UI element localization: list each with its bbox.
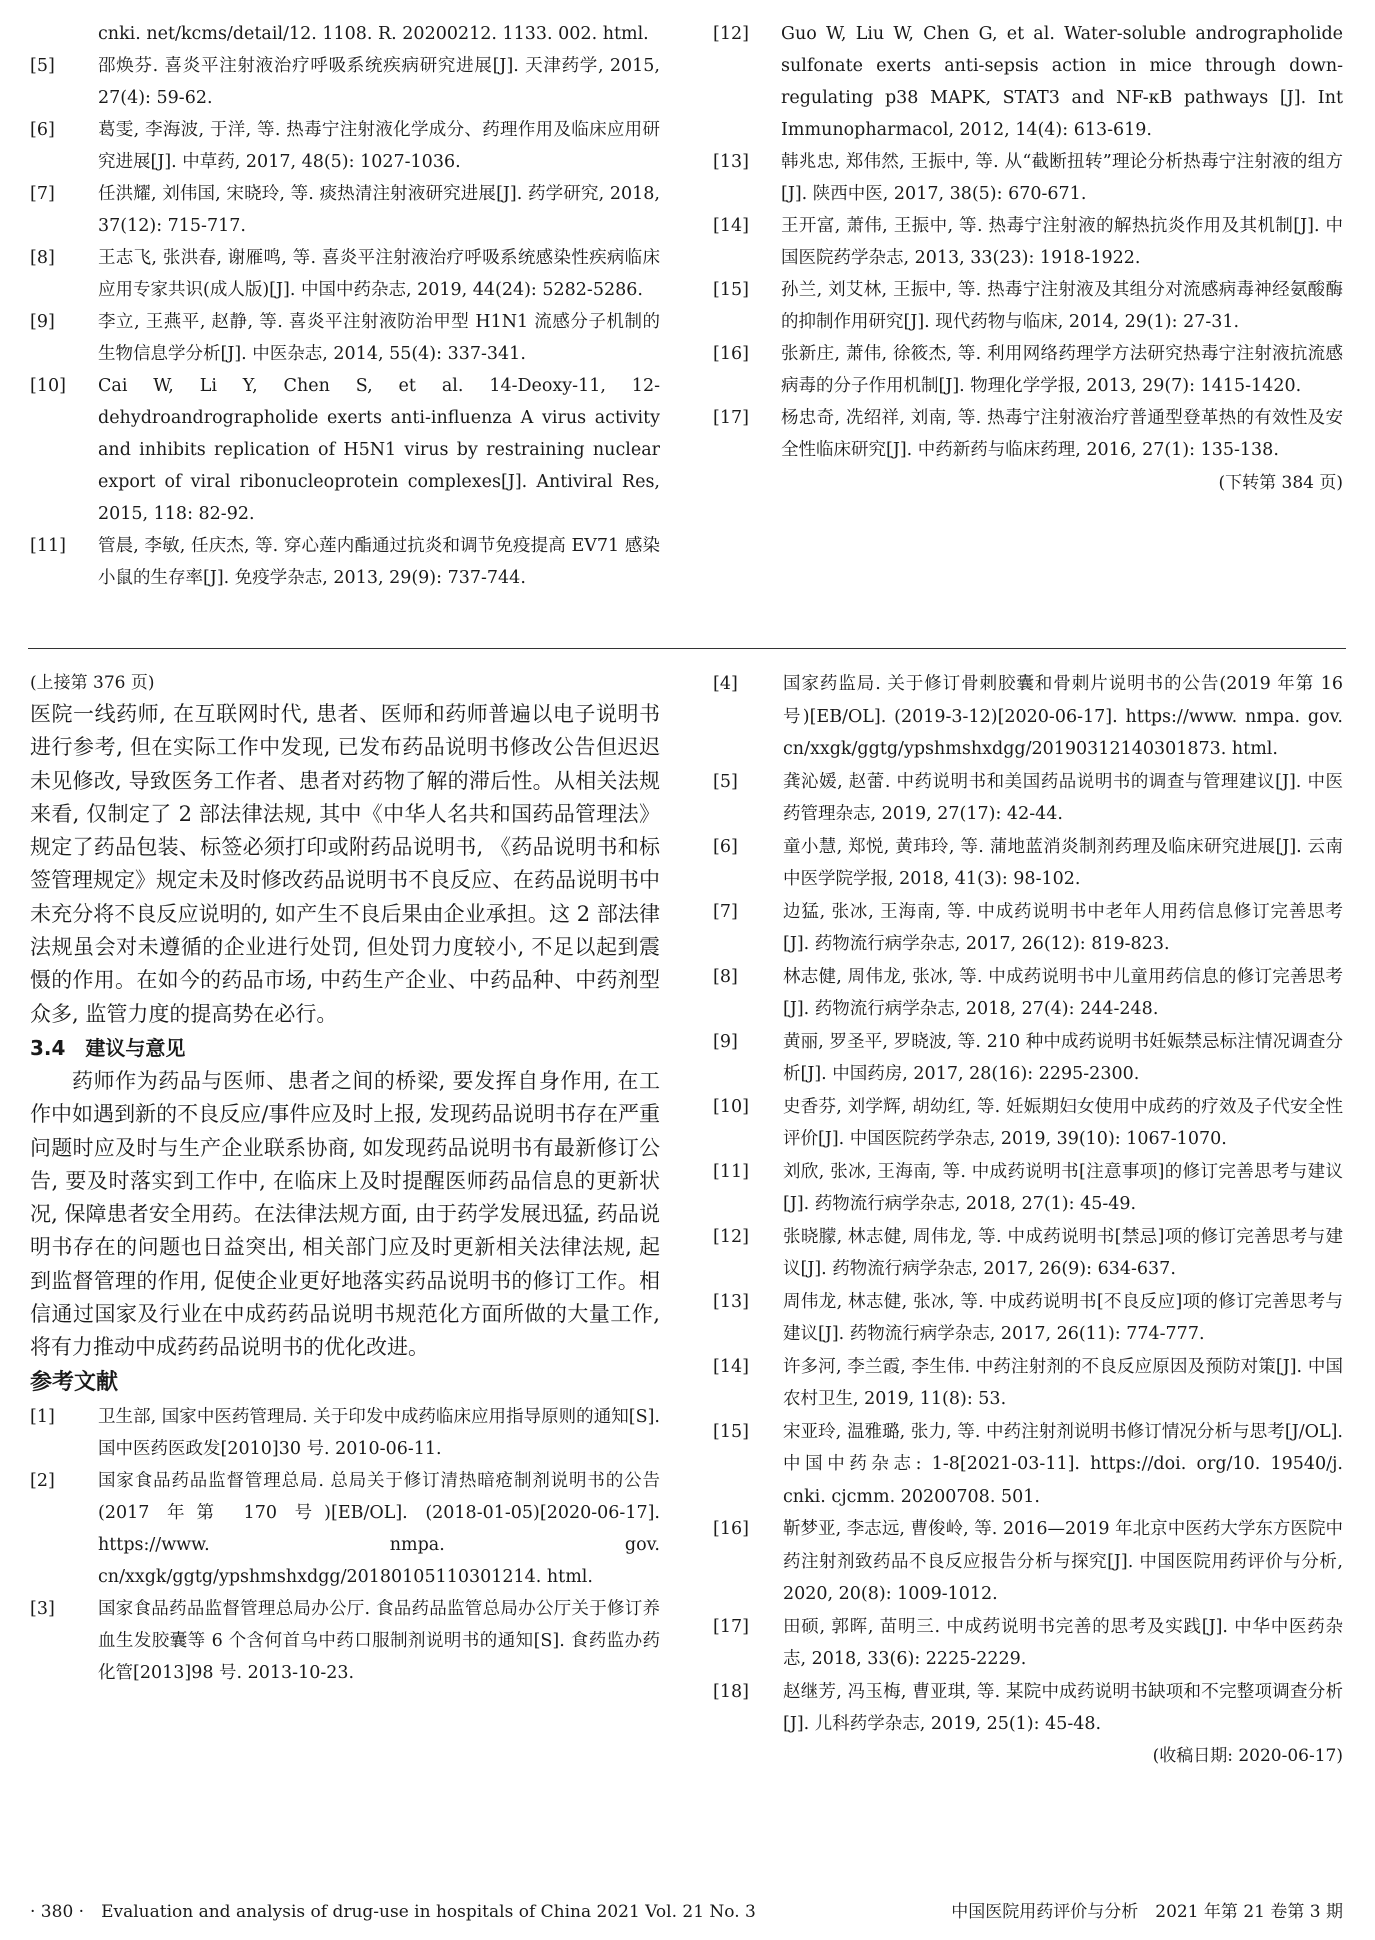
reference-item: [3] 国家食品药品监督管理总局办公厅. 食品药品监管总局办公厅关于修订养血生发胶囊等 6 个含何首乌中药口服制剂说明书的通知[S]. 食药监办药化管[2013]98 号. 2013-10-23. <box>30 1598 660 1683</box>
reference-item: [9] 黄丽, 罗圣平, 罗晓波, 等. 210 种中成药说明书妊娠禁忌标注情况调查分析[J]. 中国药房, 2017, 28(16): 2295-2300. <box>713 1031 1343 1084</box>
body-text <box>30 698 660 1031</box>
section-heading: 3.4 建议与意见 <box>30 1035 186 1060</box>
reference-item: [15] 孙兰, 刘艾林, 王振中, 等. 热毒宁注射液及其组分对流感病毒神经氨酸酶的抑制作用研究[J]. 现代药物与临床, 2014, 29(1): 27-31. <box>713 280 1343 332</box>
reference-item: [18] 赵继芳, 冯玉梅, 曹亚琪, 等. 某院中成药说明书缺项和不完整项调查分析[J]. 儿科药学杂志, 2019, 25(1): 45-48. <box>713 1681 1343 1734</box>
reference-item: [5] 邵焕芬. 喜炎平注射液治疗呼吸系统疾病研究进展[J]. 天津药学, 2015, 27(4): 59-62. <box>30 56 660 108</box>
footer-right: 中国医院用药评价与分析 2021 年第 21 卷第 3 期 <box>951 1902 1343 1922</box>
reference-item: [16] 张新庄, 萧伟, 徐筱杰, 等. 利用网络药理学方法研究热毒宁注射液抗流感病毒的分子作用机制[J]. 物理化学学报, 2013, 29(7): 1415-1420. <box>713 344 1343 396</box>
reference-item: [14] 王开富, 萧伟, 王振中, 等. 热毒宁注射液的解热抗炎作用及其机制[J]. 中国医院药学杂志, 2013, 33(23): 1918-1922. <box>713 216 1343 268</box>
continued-on-note: (下转第 384 页) <box>1218 473 1343 493</box>
references-heading: 参考文献 <box>30 1369 119 1395</box>
reference-item: [8] 王志飞, 张洪春, 谢雁鸣, 等. 喜炎平注射液治疗呼吸系统感染性疾病临床应用专家共识(成人版)[J]. 中国中药杂志, 2019, 44(24): 5282-5286. <box>30 248 660 300</box>
reference-item: cnki. net/kcms/detail/12. 1108. R. 20200212. 1133. 002. html. <box>98 24 649 44</box>
reference-item: [7] 边猛, 张冰, 王海南, 等. 中成药说明书中老年人用药信息修订完善思考[J]. 药物流行病学杂志, 2017, 26(12): 819-823. <box>713 901 1343 954</box>
bottom-left-reference-list <box>30 1401 660 1689</box>
section-divider <box>28 648 1346 649</box>
reference-item: [17] 杨忠奇, 冼绍祥, 刘南, 等. 热毒宁注射液治疗普通型登革热的有效性及安全性临床研究[J]. 中药新药与临床药理, 2016, 27(1): 135-138. <box>713 408 1343 460</box>
reference-item: [16] 靳梦亚, 李志远, 曹俊岭, 等. 2016—2019 年北京中医药大学东方医院中药注射剂致药品不良反应报告分析与探究[J]. 中国医院用药评价与分析, 2020, 20(8): 1009-1012. <box>713 1519 1343 1604</box>
reference-item: [11] 刘欣, 张冰, 王海南, 等. 中成药说明书[注意事项]的修订完善思考与建议[J]. 药物流行病学杂志, 2018, 27(1): 45-49. <box>713 1161 1343 1214</box>
bottom-right-reference-list <box>713 668 1343 1771</box>
top-left-reference-list <box>30 18 660 594</box>
body-paragraph: 药师作为药品与医师、患者之间的桥梁, 要发挥自身作用, 在工作中如遇到新的不良反应/事件应及时上报, 发现药品说明书存在严重问题时应及时与生产企业联系协商, 如发现药品说明书有最新修订公告, 要及时落实到工作中, 在临床上及时提醒医师药品信息的更新状况, 保障患者安全用药。在法律法规方面, 由于药学发展迅猛, 药品说明书存在的问题也日益突出, 相关部门应及时更新相关法律法规, 起到监督管理的作用, 促使企业更好地落实药品说明书的修订工作。相信通过国家及行业在中成药药品说明书规范化方面所做的大量工作, 将有力推动中成药药品说明书的优化改进。 <box>30 1068 660 1360</box>
bottom-left-column <box>30 668 660 1689</box>
reference-item: [14] 许多河, 李兰霞, 李生伟. 中药注射剂的不良反应原因及预防对策[J]. 中国农村卫生, 2019, 11(8): 53. <box>713 1356 1343 1409</box>
reference-item: [9] 李立, 王燕平, 赵静, 等. 喜炎平注射液防治甲型 H1N1 流感分子机制的生物信息学分析[J]. 中医杂志, 2014, 55(4): 337-341. <box>30 312 660 364</box>
top-right-reference-list <box>713 18 1343 498</box>
reference-item: [8] 林志健, 周伟龙, 张冰, 等. 中成药说明书中儿童用药信息的修订完善思考[J]. 药物流行病学杂志, 2018, 27(4): 244-248. <box>713 966 1343 1019</box>
reference-item: [7] 任洪耀, 刘伟国, 宋晓玲, 等. 痰热清注射液研究进展[J]. 药学研究, 2018, 37(12): 715-717. <box>30 184 660 236</box>
body-text <box>30 1065 660 1365</box>
reference-item: [17] 田硕, 郭晖, 苗明三. 中成药说明书完善的思考及实践[J]. 中华中医药杂志, 2018, 33(6): 2225-2229. <box>713 1616 1343 1669</box>
reference-item: [2] 国家食品药品监督管理总局. 总局关于修订清热暗疮制剂说明书的公告(2017 年第 170 号)[EB/OL]. (2018-01-05)[2020-06-17]. https://www. nmpa. gov. cn/xxgk/ggtg/ypshmshxdgg/20180105110301214. html. <box>30 1470 660 1587</box>
reference-item: [5] 龚沁媛, 赵蕾. 中药说明书和美国药品说明书的调查与管理建议[J]. 中医药管理杂志, 2019, 27(17): 42-44. <box>713 771 1343 824</box>
reference-item: [11] 管晨, 李敏, 任庆杰, 等. 穿心莲内酯通过抗炎和调节免疫提高 EV71 感染小鼠的生存率[J]. 免疫学杂志, 2013, 29(9): 737-744. <box>30 536 660 588</box>
reference-item: [1] 卫生部, 国家中医药管理局. 关于印发中成药临床应用指导原则的通知[S]. 国中医药医政发[2010]30 号. 2010-06-11. <box>30 1406 660 1459</box>
reference-item: [13] 韩兆忠, 郑伟然, 王振中, 等. 从“截断扭转”理论分析热毒宁注射液的组方[J]. 陕西中医, 2017, 38(5): 670-671. <box>713 152 1343 204</box>
reference-item: [13] 周伟龙, 林志健, 张冰, 等. 中成药说明书[不良反应]项的修订完善思考与建议[J]. 药物流行病学杂志, 2017, 26(11): 774-777. <box>713 1291 1343 1344</box>
reference-item: [15] 宋亚玲, 温雅璐, 张力, 等. 中药注射剂说明书修订情况分析与思考[J/OL]. 中国中药杂志: 1-8[2021-03-11]. https://doi. org/10. 19540/j. cnki. cjcmm. 20200708. 501. <box>713 1421 1343 1507</box>
reference-item: [6] 童小慧, 郑悦, 黄玮玲, 等. 蒲地蓝消炎制剂药理及临床研究进展[J]. 云南中医学院学报, 2018, 41(3): 98-102. <box>713 836 1343 889</box>
reference-item: [4] 国家药监局. 关于修订骨刺胶囊和骨刺片说明书的公告(2019 年第 16 号)[EB/OL]. (2019-3-12)[2020-06-17]. https://www. nmpa. gov. cn/xxgk/ggtg/ypshmshxdgg/20190312140301873. html. <box>713 674 1343 759</box>
footer-left: · 380 · Evaluation and analysis of drug-use in hospitals of China 2021 Vol. 21 No. 3 <box>30 1902 756 1922</box>
reference-item: [12] Guo W, Liu W, Chen G, et al. Water-soluble andrographolide sulfonate exerts anti-sepsis action in mice through down-regulating p38 MAPK, STAT3 and NF-κB pathways [J]. Int Immunopharmacol, 2012, 14(4): 613-619. <box>713 24 1343 140</box>
body-paragraph: 医院一线药师, 在互联网时代, 患者、医师和药师普遍以电子说明书进行参考, 但在实际工作中发现, 已发布药品说明书修改公告但迟迟未见修改, 导致医务工作者、患者对药物了解的滞后性。从相关法规来看, 仅制定了 2 部法律法规, 其中《中华人名共和国药品管理法》规定了药品包装、标签必须打印或附药品说明书, 《药品说明书和标签管理规定》规定未及时修改药品说明书不良反应、在药品说明书中未充分将不良反应说明的, 如产生不良后果由企业承担。这 2 部法律法规虽会对未遵循的企业进行处罚, 但处罚力度较小, 不足以起到震慑的作用。在如今的药品市场, 中药生产企业、中药品种、中药剂型众多, 监管力度的提高势在必行。 <box>30 702 660 1026</box>
reference-item: [6] 葛雯, 李海波, 于洋, 等. 热毒宁注射液化学成分、药理作用及临床应用研究进展[J]. 中草药, 2017, 48(5): 1027-1036. <box>30 120 660 172</box>
continued-from-note: (上接第 376 页) <box>30 673 155 693</box>
received-date: (收稿日期: 2020-06-17) <box>1152 1745 1343 1766</box>
reference-item: [10] Cai W, Li Y, Chen S, et al. 14-Deoxy-11, 12-dehydroandrographolide exerts anti-influenza A virus activity and inhibits replication of H5N1 virus by restraining nuclear export of viral ribonucleoprotein complexes[J]. Antiviral Res, 2015, 118: 82-92. <box>30 376 660 524</box>
reference-item: [10] 史香芬, 刘学辉, 胡幼红, 等. 妊娠期妇女使用中成药的疗效及子代安全性评价[J]. 中国医院药学杂志, 2019, 39(10): 1067-1070. <box>713 1096 1343 1149</box>
reference-item: [12] 张晓朦, 林志健, 周伟龙, 等. 中成药说明书[禁忌]项的修订完善思考与建议[J]. 药物流行病学杂志, 2017, 26(9): 634-637. <box>713 1226 1343 1279</box>
